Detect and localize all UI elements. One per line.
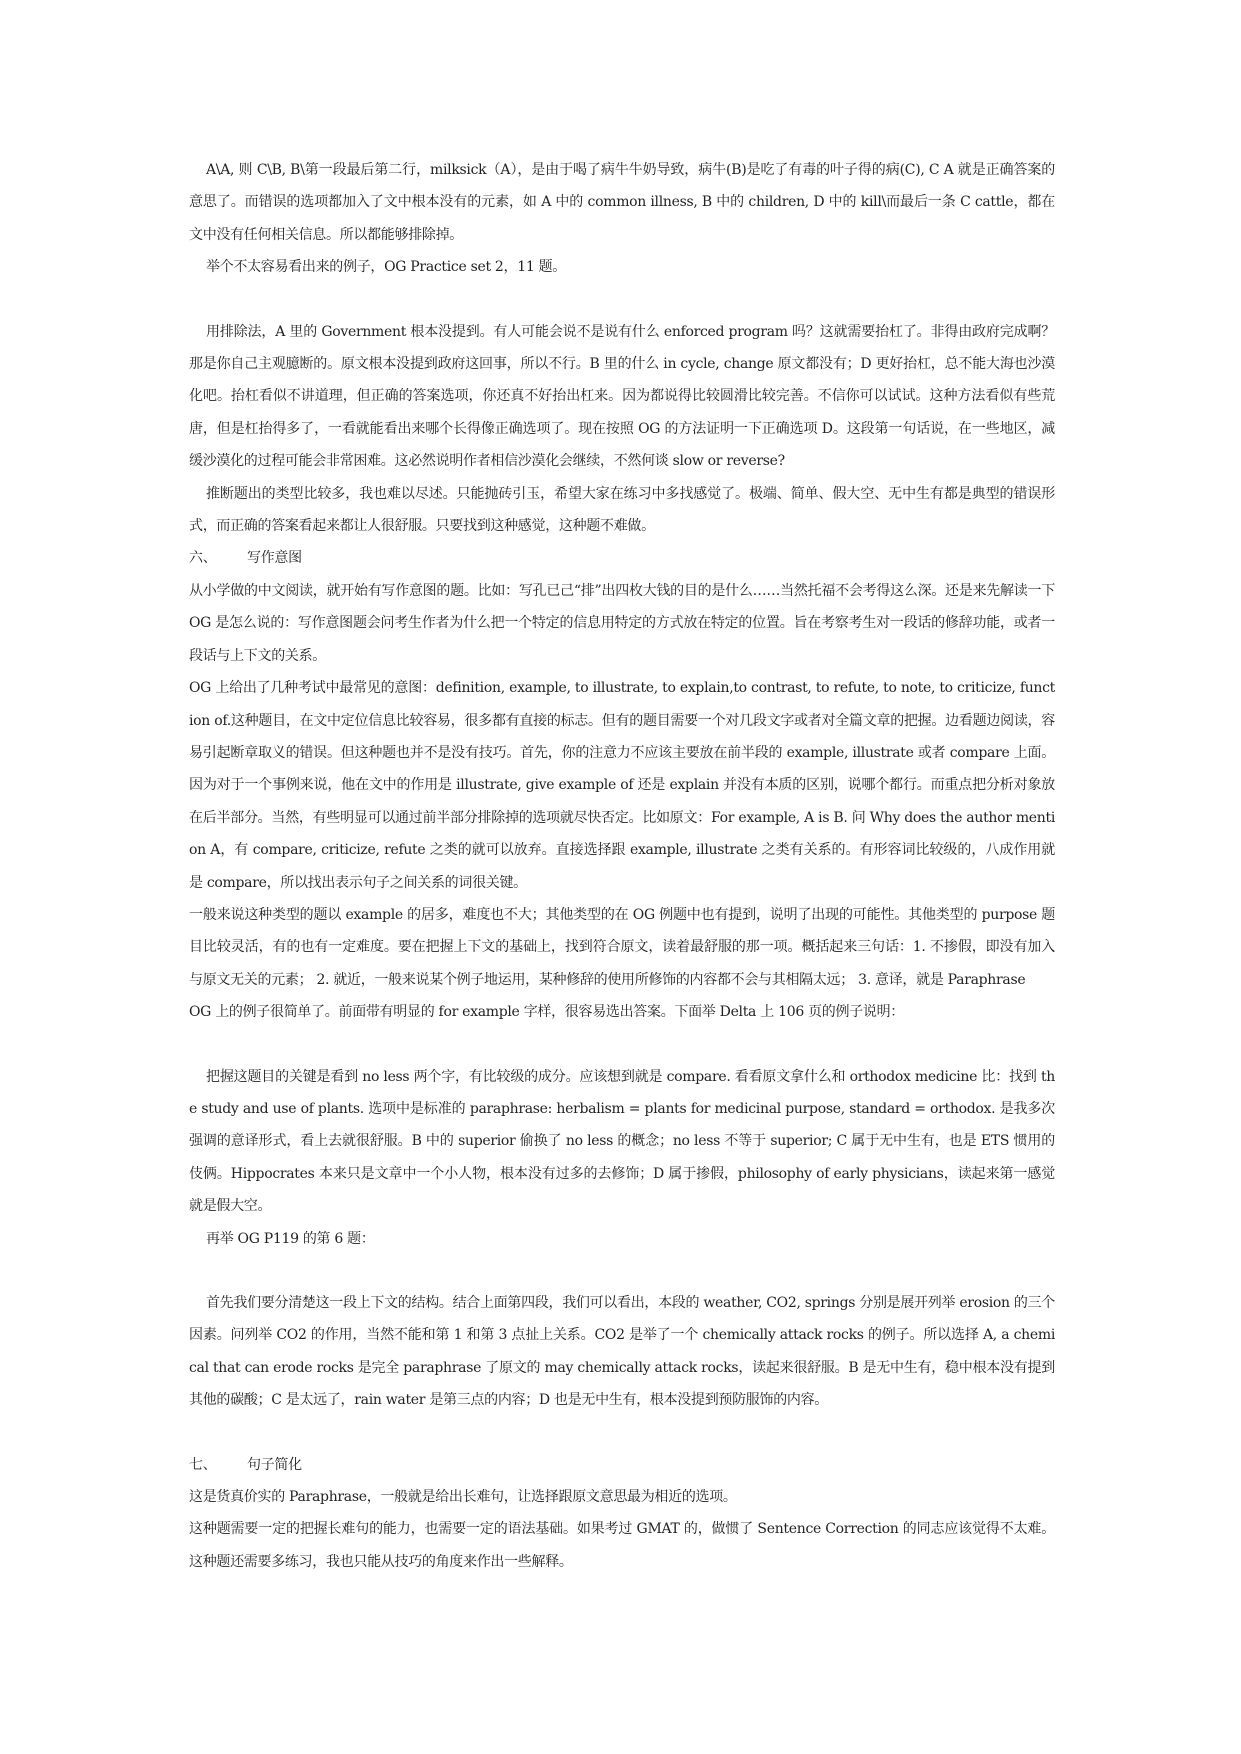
paragraph: 推断题出的类型比较多，我也难以尽述。只能抛砖引玉，希望大家在练习中多找感觉了。极端、简单、假大空、无中生有都是典型的错误形式，而正确的答案看起来都让人很舒服。只要找到这种感觉，这种题不难做。 (189, 485, 1055, 535)
paragraph: 再举 OG P119 的第 6 题： (206, 1230, 375, 1247)
paragraph: 用排除法，A 里的 Government 根本没提到。有人可能会说不是说有什么 enforced program 吗？这就需要抬杠了。非得由政府完成啊？那是你自己主观臆断的。原文根本没提到政府这回事，所以不行。B 里的什么 in cycle, change 原文都没有；D 更好抬杠，总不能大海也沙漠化吧。抬杠看似不讲道理，但正确的答案选项，你还真不好抬出杠来。因为都说得比较圆滑比较完善。不信你可以试试。这种方法看似有些荒唐，但是杠抬得多了，一看就能看出来哪个长得像正确选项了。现在按照 OG 的方法证明一下正确选项 D。这段第一句话说，在一些地区，减缓沙漠化的过程可能会非常困难。这必然说明作者相信沙漠化会继续，不然何谈 slow or reverse? (189, 323, 1055, 470)
paragraph: OG 上的例子很简单了。前面带有明显的 for example 字样，很容易选出答案。下面举 Delta 上 106 页的例子说明： (189, 1004, 904, 1021)
section-number: 六、 (189, 550, 217, 567)
paragraph: 一般来说这种类型的题以 example 的居多，难度也不大；其他类型的在 OG 例题中也有提到，说明了出现的可能性。其他类型的 purpose 题目比较灵活，有的也有一定难度。要在把握上下文的基础上，找到符合原文，读着最舒服的那一项。概括起来三句话：1. 不掺假，即没有加入与原文无关的元素； 2. 就近，一般来说某个例子地运用，某种修辞的使用所修饰的内容都不会与其相隔太远； 3. 意译，就是 Paraphrase (189, 906, 1055, 988)
document-body (189, 154, 1055, 1578)
figure-gap (189, 284, 1055, 316)
paragraph: A\A, 则 C\B, B\第一段最后第二行，milksick（A），是由于喝了病牛牛奶导致，病牛(B)是吃了有毒的叶子得的病(C), C A 就是正确答案的意思了。而错误的选项都加入了文中根本没有的元素，如 A 中的 common illness, B 中的 children, D 中的 kill\而最后一条 C cattle，都在文中没有任何相关信息。所以都能够排除掉。 (189, 162, 1055, 243)
section-heading-7 (189, 1449, 1055, 1481)
paragraph: 从小学做的中文阅读，就开始有写作意图的题。比如：写孔已己“排”出四枚大钱的目的是什么……当然托福不会考得这么深。还是来先解读一下 OG 是怎么说的：写作意图题会问考生作者为什么把一个特定的信息用特定的方式放在特定的位置。旨在考察考生对一段话的修辞功能，或者一段话与上下文的关系。 (189, 582, 1055, 664)
section-title: 句子简化 (247, 1456, 302, 1473)
paragraph: 这种题需要一定的把握长难句的能力，也需要一定的语法基础。如果考过 GMAT 的，做惯了 Sentence Correction 的同志应该觉得不太难。这种题还需要多练习，我也只能从技巧的角度来作出一些解释。 (189, 1521, 1055, 1570)
section-title: 写作意图 (247, 550, 302, 567)
spacer (189, 1417, 1055, 1449)
paragraph: 举个不太容易看出来的例子，OG Practice set 2，11 题。 (206, 259, 567, 276)
paragraph: 把握这题目的关键是看到 no less 两个字，有比较级的成分。应该想到就是 compare. 看看原文拿什么和 orthodox medicine 比：找到 the study and use of plants. 选项中是标准的 paraphrase: herbalism = plants for medicinal purpose, standard = orthodox. 是我多次强调的意译形式，看上去就很舒服。B 中的 superior 偷换了 no less 的概念；no less 不等于 superior; C 属于无中生有，也是 ETS 惯用的伎俩。Hippocrates 本来只是文章中一个小人物，根本没有过多的去修饰；D 属于掺假，philosophy of early physicians，读起来第一感觉就是假大空。 (189, 1068, 1055, 1215)
paragraph: 这是货真价实的 Paraphrase，一般就是给出长难句，让选择跟原文意思最为相近的选项。 (189, 1489, 737, 1506)
paragraph: 首先我们要分清楚这一段上下文的结构。结合上面第四段，我们可以看出，本段的 weather, CO2, springs 分别是展开列举 erosion 的三个因素。问列举 CO2 的作用，当然不能和第 1 和第 3 点扯上关系。CO2 是举了一个 chemically attack rocks 的例子。所以选择 A, a chemical that can erode rocks 是完全 paraphrase 了原文的 may chemically attack rocks，读起来很舒服。B 是无中生有，稳中根本没有提到其他的碳酸；C 是太远了，rain water 是第三点的内容；D 也是无中生有，根本没提到预防服饰的内容。 (189, 1295, 1055, 1409)
paragraph: OG 上给出了几种考试中最常见的意图：definition, example, to illustrate, to explain,to contrast, to refute, to note, to criticize, function of.这种题目，在文中定位信息比较容易，很多都有直接的标志。但有的题目需要一个对几段文字或者对全篇文章的把握。边看题边阅读，容易引起断章取义的错误。但这种题也并不是没有技巧。首先，你的注意力不应该主要放在前半段的 example, illustrate 或者 compare 上面。因为对于一个事例来说，他在文中的作用是 illustrate, give example of 还是 explain 并没有本质的区别，说哪个都行。而重点把分析对象放在后半部分。当然，有些明显可以通过前半部分排除掉的选项就尽快否定。比如原文：For example, A is B. 问 Why does the author mention A，有 compare, criticize, refute 之类的就可以放弃。直接选择跟 example, illustrate 之类有关系的。有形容词比较级的，八成作用就是 compare，所以找出表示句子之间关系的词很关键。 (189, 680, 1055, 891)
section-heading-6 (189, 542, 1055, 574)
figure-gap (189, 1029, 1055, 1061)
section-number: 七、 (189, 1456, 217, 1473)
figure-gap (189, 1255, 1055, 1287)
